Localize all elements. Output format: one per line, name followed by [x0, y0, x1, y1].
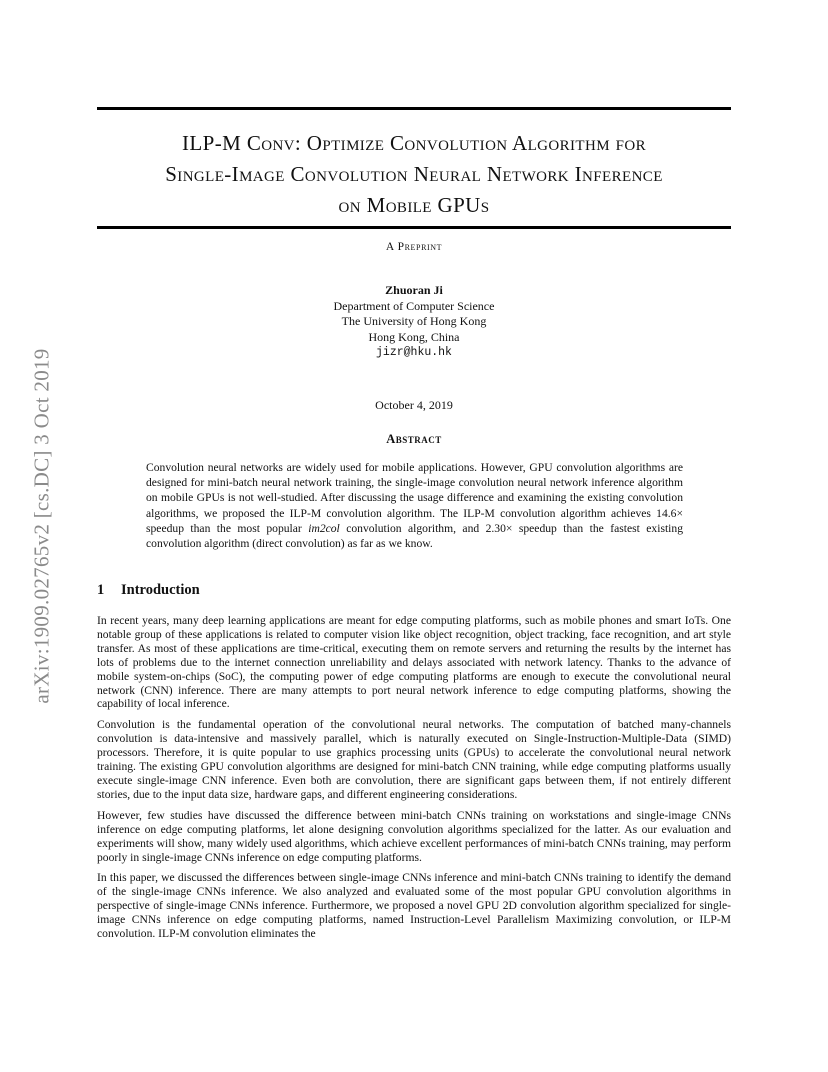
intro-paragraph-1: In recent years, many deep learning applications are meant for edge computing platforms, such as mobile phones and smart IoTs. One notable group of these applications is related to computer vision like object recognition, object tracking, face recognition, and art style transfer. As most of these applications are time-critical, executing them on remote servers and returning the results by the internet has lots of problems due to the internet connection unreliability and delays associated with network latency. Thanks to the advance of mobile system-on-chips (SoC), the computing power of edge computing platforms are enough to execute the convolutional neural network (CNN) inference. There are many attempts to port neural network inference to edge computing platforms, showing the capability of local inference. — [97, 614, 731, 711]
introduction-body — [97, 614, 731, 948]
abstract-italic-term: im2col — [308, 521, 340, 535]
paper-title — [97, 128, 731, 221]
author-name: Zhuoran Ji — [385, 283, 443, 297]
intro-paragraph-2: Convolution is the fundamental operation of the convolutional neural networks. The computation of batched many-channels convolution is data-intensive and massively parallel, which is naturally executed on Single-Instruction-Multiple-Data (SIMD) processors. Therefore, it is quite popular to use graphics processing units (GPUs) to accelerate the convolutional neural network training. The existing GPU convolution algorithms are designed for mini-batch CNN training, while edge computing platforms usually execute single-image CNN inference. Even both are convolution, there are significant gaps between them, if not entirely different stories, due to the input data size, hardware gaps, and different engineering considerations. — [97, 718, 731, 801]
section-heading — [97, 582, 200, 599]
title-line-3: on Mobile GPUs — [338, 193, 490, 217]
author-block — [97, 283, 731, 361]
preprint-label: A Preprint — [385, 241, 443, 253]
author-location: Hong Kong, China — [368, 329, 460, 344]
abstract-text-part-2: convolution algorithm, and 2.30× speedup than the fastest existing convolution algorithm (direct convolution) as far as we know. — [146, 521, 683, 551]
arxiv-identifier: arXiv:1909.02765v2 [cs.DC] 3 Oct 2019 — [29, 348, 54, 704]
bottom-title-rule — [97, 226, 731, 229]
abstract-text-part-1: Convolution neural networks are widely used for mobile applications. However, GPU convolution algorithms are designed for mini-batch neural network training, the single-image convolution neural network inference algorithm on mobile GPUs is not well-studied. After discussing the usage difference and examining the existing convolution algorithms, we proposed the ILP-M convolution algorithm. The ILP-M convolution algorithm achieves 14.6× speedup than the most popular — [146, 461, 683, 535]
abstract-heading: Abstract — [386, 432, 442, 446]
intro-paragraph-3: However, few studies have discussed the difference between mini-batch CNNs training on workstations and single-image CNNs inference on edge computing platforms, let alone designing convolution algorithms specialized for the latter. As our evaluation and experiments will show, many widely used algorithms, which achieve excellent performances of mini-batch CNNs training, may perform poorly in single-image CNNs inference on edge computing platforms. — [97, 808, 731, 864]
top-title-rule — [97, 107, 731, 110]
title-line-2: Single-Image Convolution Neural Network Inference — [165, 162, 663, 186]
intro-paragraph-4: In this paper, we discussed the differences between single-image CNNs inference and mini-batch CNNs training to identify the demand of the single-image CNNs inference. We also analyzed and evaluated some of the most popular GPU convolution algorithms in perspective of single-image CNNs inference. Furthermore, we proposed a novel GPU 2D convolution algorithm specialized for single-image CNNs inference on edge computing platforms, named Instruction-Level Parallelism Maximizing convolution, or ILP-M convolution. ILP-M convolution eliminates the — [97, 871, 731, 941]
section-title: Introduction — [121, 582, 200, 598]
title-line-1: ILP-M Conv: Optimize Convolution Algorithm for — [182, 131, 646, 155]
arxiv-sidebar-stamp — [31, 296, 53, 756]
author-university: The University of Hong Kong — [341, 314, 487, 328]
author-department: Department of Computer Science — [333, 298, 495, 313]
paper-date: October 4, 2019 — [375, 398, 453, 412]
author-email[interactable]: jizr@hku.hk — [376, 346, 452, 359]
section-number: 1 — [97, 582, 105, 598]
abstract-text — [146, 460, 683, 551]
